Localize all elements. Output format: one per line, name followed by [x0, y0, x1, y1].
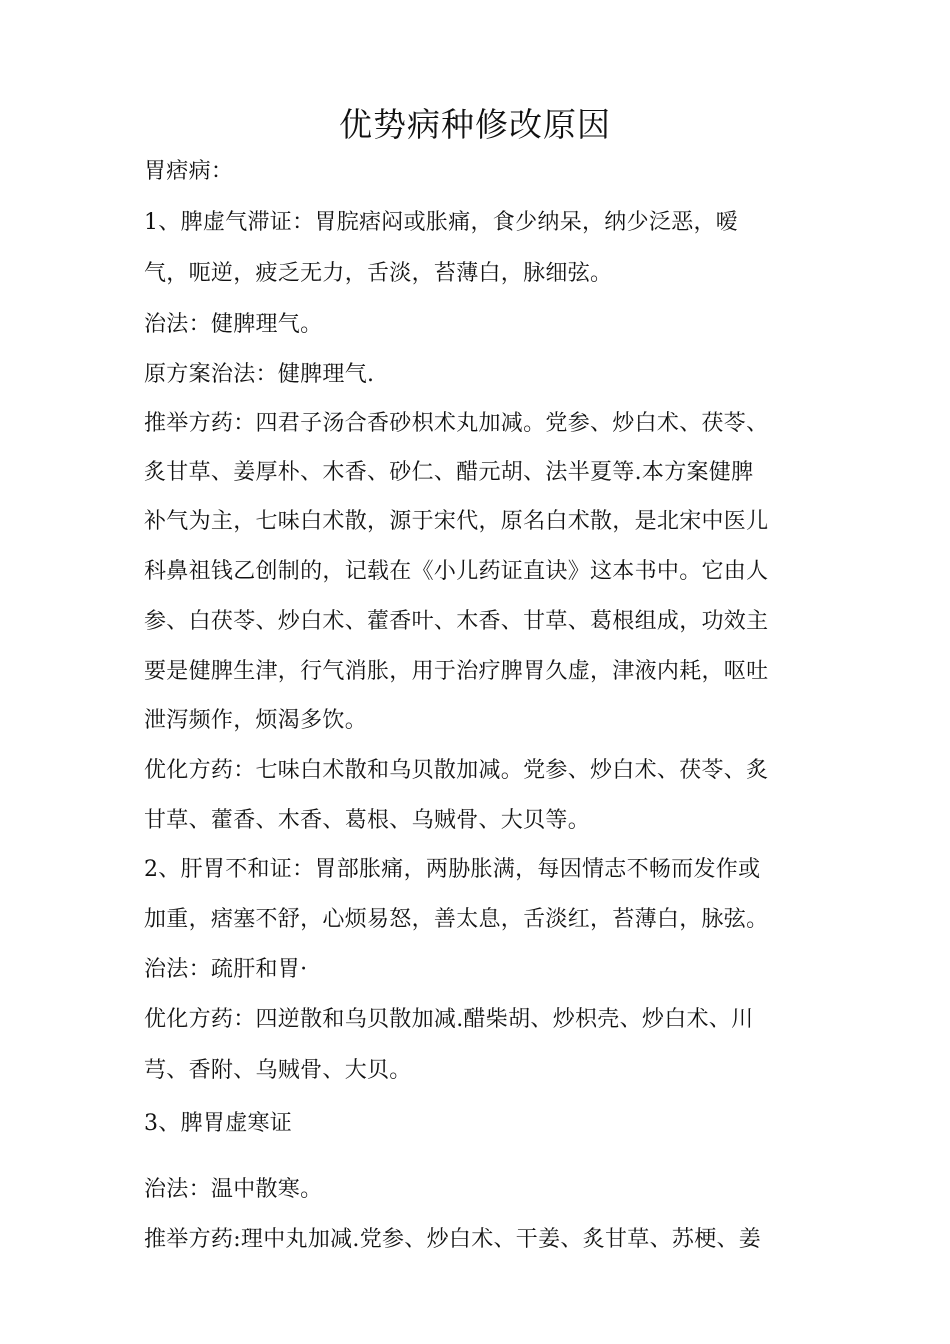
document-title: 优势病种修改原因	[339, 105, 611, 144]
text-line: 治法：疏肝和胃·	[144, 957, 308, 982]
text-line: 参、白茯苓、炒白术、藿香叶、木香、甘草、葛根组成，功效主	[144, 609, 769, 634]
text-line: 要是健脾生津，行气消胀，用于治疗脾胃久虚，津液内耗，呕吐	[144, 659, 769, 684]
text-line: 优化方药：七味白术散和乌贝散加减。党参、炒白术、茯苓、炙	[144, 758, 769, 783]
text-line: 芎、香附、乌贼骨、大贝。	[144, 1058, 412, 1083]
text-line: 加重，痞塞不舒，心烦易怒，善太息，舌淡红，苔薄白，脉弦。	[144, 907, 769, 932]
text-line: 1、脾虚气滞证：胃脘痞闷或胀痛，食少纳呆，纳少泛恶，嗳	[144, 210, 739, 235]
text-line: 优化方药：四逆散和乌贝散加减.醋柴胡、炒枳壳、炒白术、川	[144, 1007, 754, 1032]
text-line: 甘草、藿香、木香、葛根、乌贼骨、大贝等。	[144, 808, 591, 833]
text-line: 2、肝胃不和证：胃部胀痛，两胁胀满，每因情志不畅而发作或	[144, 857, 761, 882]
text-line: 治法：健脾理气。	[144, 312, 323, 337]
text-line: 科鼻祖钱乙创制的，记载在《小儿药证直诀》这本书中。它由人	[144, 559, 769, 584]
text-line: 原方案治法：健脾理气.	[144, 362, 375, 387]
text-line: 炙甘草、姜厚朴、木香、砂仁、醋元胡、法半夏等.本方案健脾	[144, 460, 754, 485]
text-line: 补气为主，七味白术散，源于宋代，原名白术散，是北宋中医儿	[144, 509, 769, 534]
text-line: 气，呃逆，疲乏无力，舌淡，苔薄白，脉细弦。	[144, 261, 613, 286]
text-line: 泄泻频作，烦渴多饮。	[144, 708, 368, 733]
text-line: 3、脾胃虚寒证	[144, 1111, 293, 1136]
text-line: 推举方药：四君子汤合香砂枳术丸加减。党参、炒白术、茯苓、	[144, 411, 769, 436]
text-line: 胃痞病：	[144, 159, 234, 184]
text-line: 治法：温中散寒。	[144, 1177, 323, 1202]
text-line: 推举方药:理中丸加减.党参、炒白术、干姜、炙甘草、苏梗、姜	[144, 1227, 762, 1252]
